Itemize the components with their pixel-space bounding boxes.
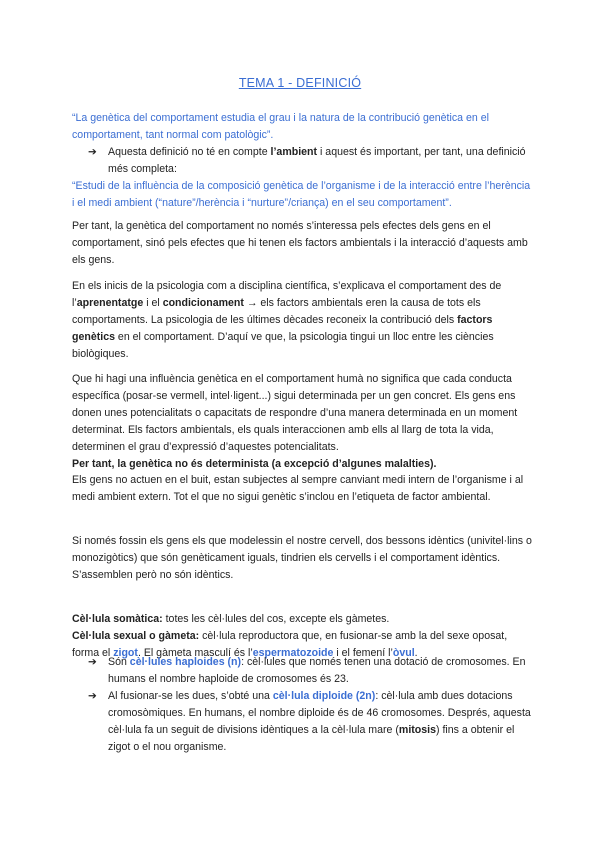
- list-item: ➔ Són cèl·lules haploides (n): cèl·lules que només tenen una dotació de cromosomes. En humans el nombre haploide de cromosomes és 23.: [88, 656, 526, 685]
- arrow-bullet-icon: ➔: [88, 690, 97, 702]
- list-item: ➔ Aquesta definició no té en compte l’ambient i aquest és important, per tant, una definició més completa:: [88, 146, 526, 175]
- arrow-bullet-icon: ➔: [88, 656, 97, 668]
- paragraph: Si només fossin els gens els que modelessin el nostre cervell, dos bessons idèntics (univitel·lins o monozigòtics) que són genèticament iguals, tindrien els cervells i el comportament idèntics. S’assemblen però no són idèntics.: [72, 535, 532, 581]
- paragraph: En els inicis de la psicologia com a disciplina científica, s’explicava el comportament des de l’aprenentatge i el condicionament → els factors ambientals eren la causa de tots els comportaments. La psicologia de les últimes dècades reconeix la contribució dels factors genètics en el comportament. D’aquí ve que, la psicologia tingui un lloc entre les ciències biològiques.: [72, 280, 502, 360]
- list-item: ➔ Al fusionar-se les dues, s’obté una cèl·lula diploide (2n): cèl·lula amb dues dotacions cromosòmiques. En humans, el nombre diploide és de 46 cromosomes. Després, aquesta cèl·lula fa un seguit de divisions idèntiques a la cèl·lula mare (mitosis) fins a obtenir el zigot o el nou organisme.: [88, 690, 531, 753]
- complete-definition-quote: “Estudi de la influència de la composició genètica de l’organisme i de la interacció entre l’herència i el medi ambient (“nature”/herència i “nurture”/criança) en el seu comportament”.: [72, 180, 531, 209]
- definition-sex-cell: Cèl·lula sexual o gàmeta: cèl·lula reproductora que, en fusionar-se amb la del sexe oposat, forma el zigot. El gàmeta masculí és l’espermatozoide i el femení l’òvul.: [72, 630, 508, 659]
- paragraph: Els gens no actuen en el buit, estan subjectes al sempre canviant medi intern de l’organisme i al medi ambient extern. Tot el que no sigui genètic s’inclou en l’etiqueta de factor ambiental.: [72, 474, 524, 503]
- definition-quote: “La genètica del comportament estudia el grau i la natura de la contribució genètica en el comportament, tant normal com patològic”.: [72, 112, 489, 141]
- paragraph: Que hi hagi una influència genètica en el comportament humà no significa que cada conducta específica (posar-se vermell, intel·ligent...) sigui determinada per un gen concret. Els gens ens donen unes potencialitats o capacitats de respondre d’una manera determinada en un moment determinat. Els factors ambientals, els quals interaccionen amb ells al llarg de tota la vida, determinen el grau d’expressió d’aquestes potencialitats. Per tant, la genètica no és determinista (a excepció d’algunes malalties).: [72, 373, 518, 470]
- paragraph: Per tant, la genètica del comportament no només s’interessa pels efectes dels gens en el comportament, sinó pels efectes que hi tenen els factors ambientals i la interacció d’aquests amb els gens.: [72, 220, 528, 266]
- page-title: TEMA 1 - DEFINICIÓ: [238, 76, 362, 90]
- definition-somatic-cell: Cèl·lula somàtica: totes les cèl·lules del cos, excepte els gàmetes.: [72, 613, 390, 625]
- arrow-bullet-icon: ➔: [88, 146, 97, 158]
